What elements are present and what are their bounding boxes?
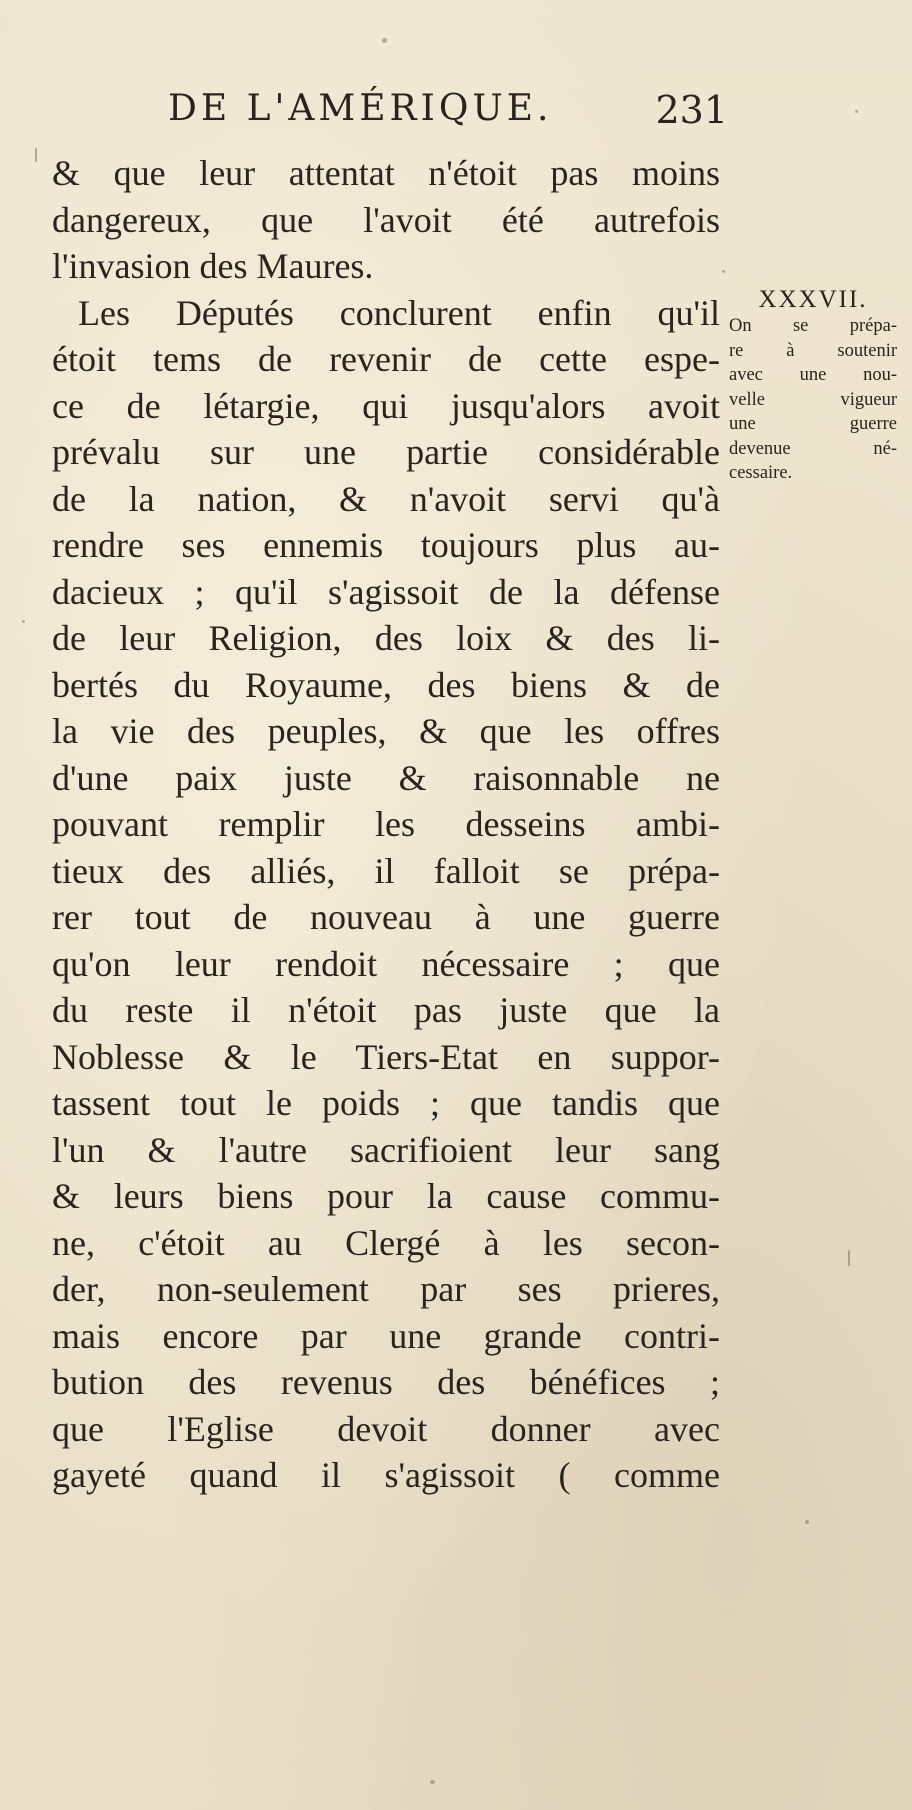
margin-note-line: On se prépa- [729,316,897,336]
text-line: Noblesse & le Tiers-Etat en suppor- [52,1036,720,1077]
margin-note-line: cessaire. [729,463,793,483]
text-line: étoit tems de revenir de cette espe- [52,339,720,379]
text-line: ne, c'étoit au Clergé à les secon- [52,1222,720,1263]
text-line: bution des revenus des bénéfices ; [52,1362,720,1402]
margin-note-line: devenue né- [729,438,897,459]
text-line: du reste il n'étoit pas juste que la [52,990,720,1030]
text-line: qu'on leur rendoit nécessaire ; que [52,943,720,984]
paper-speck [855,110,858,113]
text-line: la vie des peuples, & que les offres [52,711,720,751]
text-line: dacieux ; qu'il s'agissoit de la défense [52,571,720,612]
text-line: der, non-seulement par ses prieres, [52,1269,720,1309]
text-line: de leur Religion, des loix & des li- [52,618,720,658]
paper-speck [430,1780,435,1784]
text-line: dangereux, que l'avoit été autrefois [52,199,720,240]
text-line: l'un & l'autre sacrifioient leur sang [52,1129,720,1170]
page-number: 231 [655,88,728,132]
page-header [168,88,728,148]
text-line: prévalu sur une partie considérable [52,432,720,472]
text-line: l'invasion des Maures. [52,246,374,286]
paper-speck [382,38,387,43]
paper-speck [22,620,25,623]
body-text [52,150,720,1499]
text-line: tieux des alliés, il falloit se prépa- [52,850,720,891]
margin-note-line: avec une nou- [729,365,897,385]
text-line: pouvant remplir les desseins ambi- [52,804,720,844]
text-line: & que leur attentat n'étoit pas moins [52,153,720,193]
text-line: de la nation, & n'avoit servi qu'à [52,478,720,519]
margin-note [729,286,897,486]
text-line: gayeté quand il s'agissoit ( comme [52,1455,720,1495]
text-line: ce de létargie, qui jusqu'alors avoit [52,385,720,426]
margin-note-heading: XXXVII. [758,286,868,313]
text-line: rer tout de nouveau à une guerre [52,897,720,937]
paper-speck [848,1250,850,1266]
text-line: & leurs biens pour la cause commu- [52,1176,720,1216]
text-line: Les Députés conclurent enfin qu'il [78,292,720,333]
text-line: mais encore par une grande contri- [52,1315,720,1356]
paper-speck [805,1520,809,1524]
text-line: tassent tout le poids ; que tandis que [52,1083,720,1123]
text-line: d'une paix juste & raisonnable ne [52,757,720,798]
margin-note-line: velle vigueur [729,389,897,410]
text-line: bertés du Royaume, des biens & de [52,664,720,705]
text-line: rendre ses ennemis toujours plus au- [52,525,720,565]
running-title: DE L'AMÉRIQUE. [168,88,553,129]
text-line: que l'Eglise devoit donner avec [52,1408,720,1449]
margin-note-line: re à soutenir [729,340,897,361]
margin-note-line: une guerre [729,414,897,434]
paper-speck [35,148,37,162]
paper-speck [722,270,725,273]
